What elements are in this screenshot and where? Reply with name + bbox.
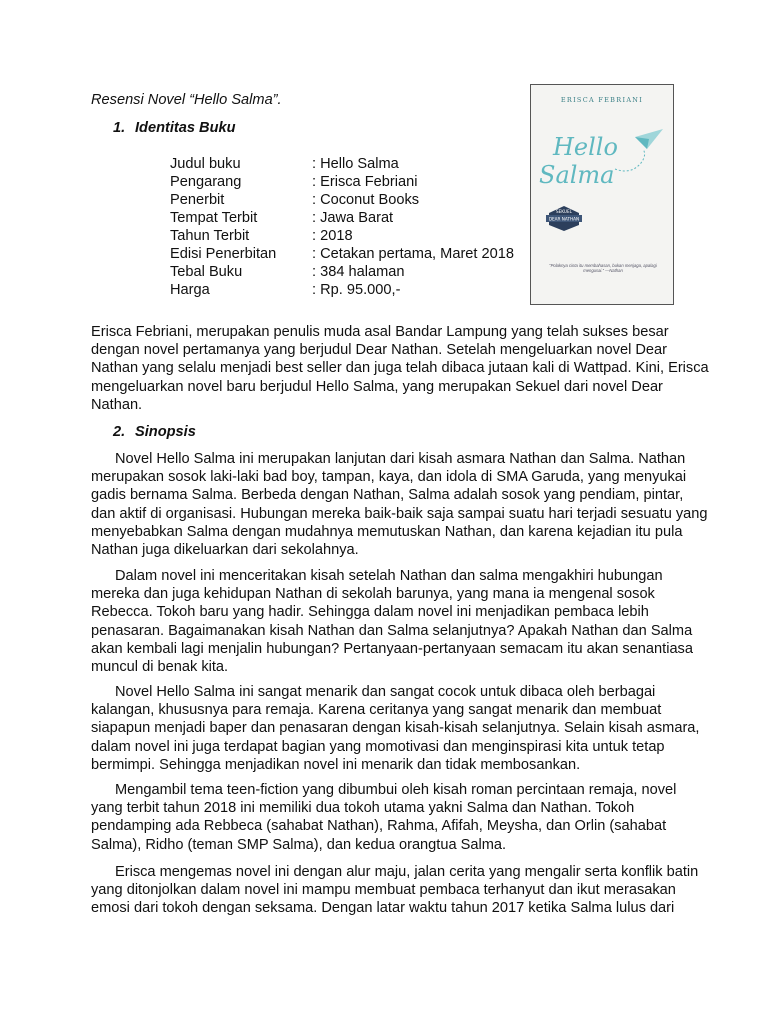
identity-row: [170, 191, 514, 209]
synopsis-paragraph-1: [91, 450, 708, 559]
text-line: Novel Hello Salma ini sangat menarik dan sangat cocok untuk dibaca oleh berbagai: [115, 684, 656, 700]
text-line: Erisca Febriani, merupakan penulis muda asal Bandar Lampung yang telah sukses besar: [91, 324, 669, 340]
cover-badge-line2: DEAR NATHAN: [548, 216, 580, 222]
synopsis-paragraph-4: [91, 781, 681, 854]
text-line: akan kembali lagi menjalin hubungan? Pertanyaan-pertanyaan semacam itu akan senantiasa: [91, 640, 693, 657]
identity-row: [170, 173, 514, 191]
text-line: bermimpi. Sehingga menjadikan novel ini menarik dan tidak membosankan.: [91, 756, 581, 773]
identity-table: [170, 155, 514, 299]
paper-plane-icon: [635, 129, 663, 149]
text-line: Erisca mengemas novel ini dengan alur maju, jalan cerita yang mengalir serta konflik batin: [115, 864, 699, 880]
identity-label: Harga: [170, 282, 210, 298]
text-line: Novel Hello Salma ini merupakan lanjutan dari kisah asmara Nathan dan Salma. Nathan: [115, 451, 686, 467]
text-line: Salma), Ridho (teman SMP Salma), dan kedua orangtua Salma.: [91, 836, 507, 853]
cover-title-art: [531, 123, 673, 193]
text-line: Nathan yang selalu menjadi best seller dan juga telah dibaca jutaan kali di Wattpad. Kini, Erisca: [91, 360, 709, 377]
identity-label: Judul buku: [170, 156, 241, 172]
identity-value: : Rp. 95.000,-: [312, 281, 400, 299]
cover-quote: “Polaknya cinta itu membahasan, bukan menjaga, apalagi mengusai.” —Nathan: [549, 263, 657, 274]
text-line: gadis bernama Salma. Berbeda dengan Nathan, Salma adalah sosok yang pendiam, pintar,: [91, 487, 684, 504]
identity-value: : Coconut Books: [312, 191, 419, 209]
document-title: Resensi Novel “Hello Salma”.: [91, 92, 282, 108]
text-line: mengeluarkan novel baru berjudul Hello Salma, yang merupakan Sekuel dari novel Dear: [91, 378, 663, 395]
text-line: muncul di benak kita.: [91, 659, 229, 676]
identity-label: Pengarang: [170, 174, 242, 190]
text-line: dengan novel pertamanya yang berjudul Dear Nathan. Setelah mengeluarkan novel Dear: [91, 342, 668, 359]
synopsis-paragraph-5: [91, 863, 699, 918]
text-line: dalam novel ini juga terdapat bagian yang momotivasi dan menginspirasi kita untuk tetap: [91, 738, 665, 755]
cover-badge-icon: [545, 203, 583, 233]
text-line: dan aktif di organisasi. Hubungan mereka baik-baik saja sampai suatu hari terjadi sesuatu yang: [91, 505, 708, 522]
identity-value: : 384 halaman: [312, 263, 405, 281]
section-heading-identitas: [113, 120, 236, 136]
text-line: penasaran. Bagaimanakan kisah Nathan dan Salma selanjutnya? Apakah Nathan dan Salma: [91, 622, 693, 639]
section-heading-sinopsis: [113, 424, 196, 440]
text-line: pendamping ada Rebbeca (sahabat Nathan), Rahma, Afifah, Meysha, dan Orlin (sahabat: [91, 818, 667, 835]
identity-row: [170, 209, 514, 227]
text-line: merupakan sosok laki-laki bad boy, tampan, kaya, dan idola di SMA Garuda, yang menyukai: [91, 469, 687, 486]
identity-value: : Jawa Barat: [312, 209, 393, 227]
identity-value: : Cetakan pertama, Maret 2018: [312, 245, 514, 263]
identity-label: Edisi Penerbitan: [170, 246, 277, 262]
identity-label: Tebal Buku: [170, 264, 243, 280]
cover-author: ERISCA FEBRIANI: [560, 96, 644, 104]
text-line: Nathan.: [91, 396, 143, 413]
cover-badge-line1: SEKUEL: [556, 209, 572, 214]
text-line: Nathan juga dikeluarkan dari sekolahnya.: [91, 542, 359, 559]
text-line: Mengambil tema teen-fiction yang dibumbui oleh kisah roman percintaan remaja, novel: [115, 782, 677, 798]
identity-row: [170, 263, 514, 281]
identity-row: [170, 281, 514, 299]
identity-value: : Erisca Febriani: [312, 173, 417, 191]
intro-paragraph: [91, 323, 709, 414]
section-title: Sinopsis: [135, 424, 196, 440]
identity-value: : Hello Salma: [312, 155, 399, 173]
text-line: kalangan, khususnya para remaja. Karena ceritanya yang sangat menarik dan membuat: [91, 702, 662, 719]
identity-row: [170, 155, 514, 173]
text-line: Dalam novel ini menceritakan kisah setelah Nathan dan salma mengakhiri hubungan: [115, 568, 663, 584]
text-line: siapapun menjadi baper dan penasaran dengan kisah-kisah selanjutnya. Selain kisah asmara,: [91, 720, 700, 737]
section-number: 1.: [113, 120, 126, 136]
section-title: Identitas Buku: [135, 120, 236, 136]
cover-title-line1: Hello: [553, 133, 618, 161]
text-line: yang ditonjolkan dalam novel ini mampu membuat pembaca terhanyut dan ikut merasakan: [91, 882, 676, 899]
text-line: mereka dan juga kehidupan Nathan di sekolah barunya, yang mana ia mengenal sosok: [91, 586, 655, 603]
text-line: yang terbit tahun 2018 ini memiliki dua tokoh utama yakni Salma dan Nathan. Tokoh: [91, 800, 635, 817]
text-line: Rebecca. Tokoh baru yang hadir. Sehingga dalam novel ini menjadikan pembaca lebih: [91, 604, 649, 621]
synopsis-paragraph-2: [91, 567, 693, 676]
text-line: menyebabkan Salma dengan mudahnya memutuskan Nathan, dan karena kejadian itu pula: [91, 523, 683, 540]
book-cover-image: [530, 84, 674, 305]
section-number: 2.: [113, 424, 126, 440]
identity-label: Tahun Terbit: [170, 228, 250, 244]
identity-label: Penerbit: [170, 192, 225, 208]
synopsis-paragraph-3: [91, 683, 700, 774]
identity-label: Tempat Terbit: [170, 210, 258, 226]
text-line: emosi dari tokoh dengan seksama. Dengan latar waktu tahun 2017 ketika Salma lulus dari: [91, 900, 675, 917]
identity-row: [170, 245, 514, 263]
identity-value: : 2018: [312, 227, 353, 245]
cover-title-line2: Salma: [539, 161, 615, 189]
identity-row: [170, 227, 514, 245]
